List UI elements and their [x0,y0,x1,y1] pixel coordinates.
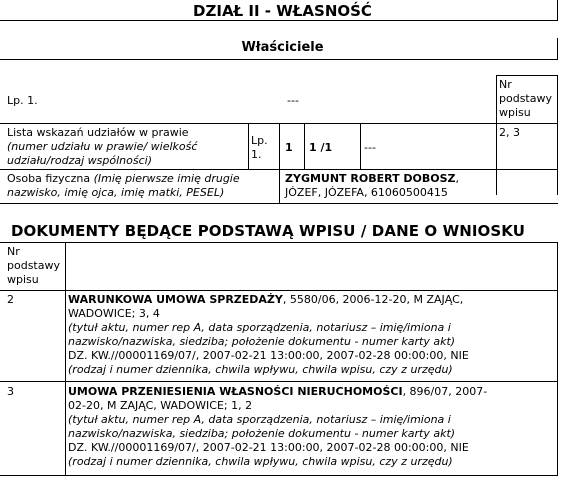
document-title [68,385,487,399]
divider [0,20,557,21]
share-size: 1 /1 [309,141,333,154]
divider [304,123,305,169]
person-label-text: Osoba fizyczna [7,172,91,185]
nr-basis-label-line: wpisu [499,106,531,119]
lp1-label: Lp. 1. [7,94,38,107]
document-kw: DZ. KW.//00001169/07/, 2007-02-21 13:00:00, 2007-02-28 00:00:00, NIE [68,441,469,454]
document-kw-hint: (rodzaj i numer dziennika, chwila wpływu, chwila wpisu, czy z urzędu) [68,363,453,376]
document-hint: nazwisko/nazwiska, siedziba; położenie dokumentu - numer karty akt) [68,335,456,348]
owner-name: ZYGMUNT ROBERT DOBOSZ [285,172,456,185]
document-hint: nazwisko/nazwiska, siedziba; położenie dokumentu - numer karty akt) [68,427,456,440]
shares-lp: 1. [251,148,262,161]
nr-basis-label-line: wpisu [7,273,39,286]
document-title-rest: , 896/07, 2007- [402,385,488,398]
divider [0,242,558,243]
divider [0,475,558,476]
document-kw-hint: (rodzaj i numer dziennika, chwila wpływu, chwila wpisu, czy z urzędu) [68,455,453,468]
divider [65,242,66,476]
divider [248,123,249,169]
owners-title: Właściciele [241,40,324,55]
divider [557,242,558,476]
divider [0,290,558,291]
shares-label: Lista wskazań udziałów w prawie [7,126,189,139]
shares-hint: (numer udziału w prawie/ wielkość [7,140,198,153]
document-hint: (tytuł aktu, numer rep A, data sporządzenia, notariusz – imię/imiona i [68,413,451,426]
divider [279,123,280,169]
divider [0,59,558,60]
owner-name-sep: , [455,172,460,185]
document-title [68,293,463,307]
divider [557,75,558,195]
divider [279,169,280,203]
shares-hint: udziału/rodzaj wspólności) [7,154,152,167]
document-nr: 2 [7,293,14,306]
person-hint: nazwisko, imię ojca, imię matki, PESEL) [7,186,225,199]
divider [557,0,558,21]
nr-basis-label-line: podstawy [7,259,60,272]
divider [0,203,558,204]
document-title-bold: UMOWA PRZENIESIENIA WŁASNOŚCI NIERUCHOMOŚCI [68,385,403,398]
divider [0,381,558,382]
document-line: 02-20, M ZAJĄC, WADOWICE; 1, 2 [68,399,253,412]
shares-lp: Lp. [251,134,268,147]
share-type: --- [364,141,376,154]
person-name [285,172,459,186]
person-label [7,172,240,186]
document-nr: 3 [7,385,14,398]
divider [496,75,497,195]
document-hint: (tytuł aktu, numer rep A, data sporządzenia, notariusz – imię/imiona i [68,321,451,334]
person-hint: (Imię pierwsze imię drugie [93,172,240,185]
shares-basis: 2, 3 [499,126,520,139]
divider [496,75,558,76]
section-title: DZIAŁ II - WŁASNOŚĆ [193,2,372,20]
divider [360,123,361,169]
document-kw: DZ. KW.//00001169/07/, 2007-02-21 13:00:00, 2007-02-28 00:00:00, NIE [68,349,469,362]
documents-title: DOKUMENTY BĘDĄCE PODSTAWĄ WPISU / DANE O WNIOSKU [11,222,526,240]
nr-basis-label-line: Nr [7,245,20,258]
document-line: WADOWICE; 3, 4 [68,307,160,320]
lp1-value: --- [287,94,299,107]
share-number: 1 [285,141,293,154]
owner-details: JÓZEF, JÓZEFA, 61060500415 [285,186,448,199]
nr-basis-label-line: Nr [499,78,512,91]
document-title-rest: , 5580/06, 2006-12-20, M ZAJĄC, [282,293,464,306]
document-title-bold: WARUNKOWA UMOWA SPRZEDAŻY [68,293,283,306]
nr-basis-label-line: podstawy [499,92,552,105]
